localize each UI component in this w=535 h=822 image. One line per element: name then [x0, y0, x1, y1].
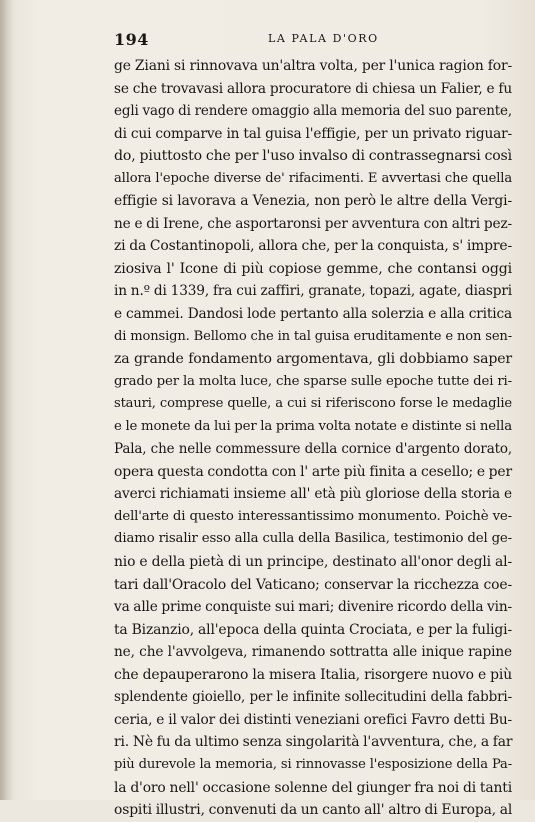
running-head: LA PALA D'ORO — [268, 32, 379, 45]
text-line: do, piuttosto che per l'uso invalso di contrassegnarsi così — [114, 148, 512, 165]
text-line: ospiti illustri, convenuti da un canto all' altro di Europa, al — [114, 802, 513, 819]
page-number: 194 — [114, 30, 149, 49]
text-line: dell'arte di questo interessantissimo monumento. Poichè ve- — [114, 508, 512, 524]
text-line: di cui comparve in tal guisa l'effigie, per un privato riguar- — [114, 125, 512, 142]
text-line: se che trovavasi allora procuratore di chiesa un Falier, e fu — [114, 80, 512, 97]
text-line: za grande fondamento argomentava, gli dobbiamo saper — [114, 351, 512, 368]
text-line: Pala, che nelle commessure della cornice d'argento dorato, — [114, 441, 512, 458]
page-header — [114, 30, 514, 52]
text-line: in n.º di 1339, fra cui zaffiri, granate, topazi, agate, diaspri — [114, 283, 512, 300]
text-line: zi da Costantinopoli, allora che, per la conquista, s' impre- — [114, 238, 512, 255]
text-line: e le monete da lui per la prima volta notate e distinte si nella — [114, 418, 512, 434]
text-line: e cammei. Dandosi lode pertanto alla solerzia e alla critica — [114, 306, 512, 323]
text-line: ne, che l'avvolgeva, rimanendo sottratta alle inique rapine — [114, 644, 512, 661]
text-line: grado per la molta luce, che sparse sulle epoche tutte dei ri- — [114, 373, 512, 389]
text-line: che depauperarono la misera Italia, risorgere nuovo e più — [114, 666, 512, 683]
text-line: ge Ziani si rinnovava un'altra volta, per l'unica ragion for- — [114, 58, 512, 74]
text-line: ziosiva l' Icone di più copiose gemme, che contansi oggi — [114, 260, 512, 277]
text-line: va alle prime conquiste sui mari; divenire ricordo della vin- — [114, 599, 512, 616]
text-line: effigie si lavorava a Venezia, non però le altre della Vergi- — [114, 193, 512, 210]
text-line: diamo risalir esso alla culla della Basilica, testimonio del ge- — [114, 531, 512, 547]
gutter-shadow — [0, 0, 14, 800]
text-line: egli vago di rendere omaggio alla memoria del suo parente, — [114, 103, 512, 120]
text-line: la d'oro nell' occasione solenne del giunger fra noi di tanti — [114, 779, 512, 796]
text-line: più durevole la memoria, si rinnovasse l'esposizione della Pa- — [114, 756, 512, 772]
text-line: ne e di Irene, che asportaronsi per avventura con altri pez- — [114, 215, 512, 232]
text-line: di monsign. Bellomo che in tal guisa eruditamente e non sen- — [114, 328, 512, 344]
text-line: nio e della pietà di un principe, destinato all'onor degli al- — [114, 554, 512, 571]
text-line: opera questa condotta con l' arte più finita a cesello; e per — [114, 463, 512, 480]
text-line: stauri, comprese quelle, a cui si riferiscono forse le medaglie — [114, 396, 512, 412]
text-line: ta Bizanzio, all'epoca della quinta Crociata, e per la fuligi- — [114, 621, 512, 638]
text-line: averci richiamati insieme all' età più gloriose della storia e — [114, 486, 512, 503]
text-line: splendente gioiello, per le infinite sollecitudini della fabbri- — [114, 689, 512, 706]
text-line: allora l'epoche diverse de' rifacimenti. E avvertasi che quella — [114, 170, 512, 186]
text-line: ri. Nè fu da ultimo senza singolarità l'avventura, che, a far — [114, 734, 513, 751]
text-line: ceria, e il valor dei distinti veneziani orefici Favro detti Bu- — [114, 711, 512, 728]
body-text — [114, 55, 512, 822]
text-line: tari dall'Oracolo del Vaticano; conservar la ricchezza coe- — [114, 576, 512, 593]
